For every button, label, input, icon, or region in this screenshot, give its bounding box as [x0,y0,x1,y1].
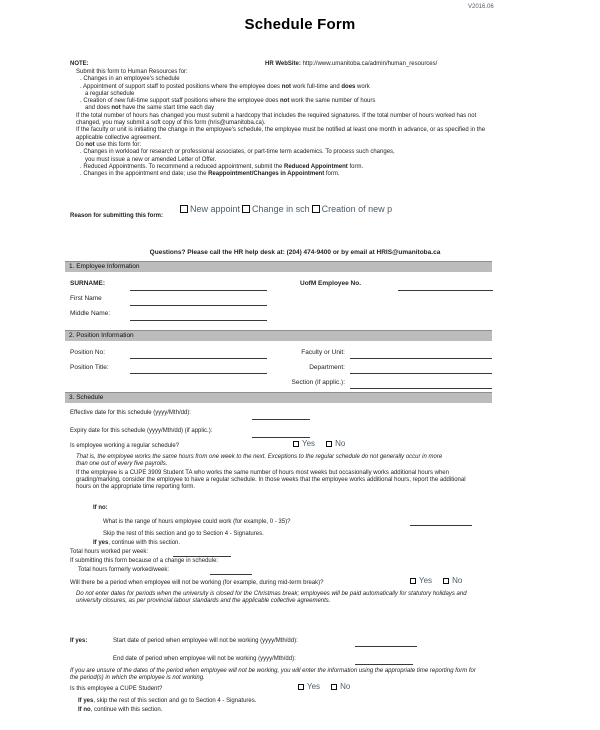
no-label: No [452,576,463,585]
version-label: V2016.06 [468,4,494,10]
period-yes-checkbox[interactable] [410,578,416,584]
surname-label: SURNAME: [70,280,106,287]
cupe-yes-checkbox[interactable] [298,684,304,690]
note-line: If the total number of hours has changed you must submit a hardcopy that includes the required signatures. If the total number of hours worked has not [76,112,477,119]
surname-input-line[interactable] [130,290,267,291]
reason-option-label: Change in sch [252,204,310,214]
creation-of-new-position-checkbox[interactable] [312,205,320,213]
change-in-schedule-checkbox[interactable] [242,205,250,213]
middle-name-label: Middle Name: [70,310,111,317]
reason-label: Reason for submitting this form: [70,213,163,219]
position-no-label: Position No: [70,349,106,356]
employee-no-input-line[interactable] [398,290,493,291]
cupe-if-yes-note: If yes, skip the rest of this section and go to Section 4 - Signatures. [78,698,257,704]
cupe-student-yesno [298,683,350,691]
cupe-if-no-note: If no, continue with this section. [78,707,163,713]
note-line: . Changes in an employee's schedule [80,76,180,83]
not-working-period-question: Will there be a period when employee will not be working (for example, during mid-term break)? [70,580,324,586]
end-date-input-line[interactable] [355,664,413,665]
section-if-applic-input-line[interactable] [350,388,492,389]
position-title-input-line[interactable] [130,373,267,374]
note-line: . Changes in the appointment end date; use the Reappointment/Changes in Appointment form. [80,171,340,178]
new-appointment-checkbox[interactable] [180,205,188,213]
note-line: and does not have the same start time each day [85,105,215,112]
note-line: applicable collective agreement. [76,134,162,141]
section-3-header: 3. Schedule [65,392,492,403]
start-date-input-line[interactable] [355,646,417,647]
middle-name-input-line[interactable] [130,320,267,321]
if-yes-label: If yes: [70,638,88,644]
cupe-student-question: Is this employee a CUPE Student? [70,686,163,692]
employee-no-label: UofM Employee No. [300,280,362,287]
regular-schedule-note: That is, the employee works the same hours from one week to the next. Exceptions to the regular schedule do not generally occur in more than one out of every five payrolls. [76,454,443,467]
start-date-label: Start date of period when employee will not be working (yyyy/Mth/dd): [113,638,298,644]
effective-date-label: Effective date for this schedule (yyyy/Mth/dd): [70,410,191,416]
regular-schedule-yesno [293,440,345,448]
former-hours-label: Total hours formerly worked/week: [78,567,170,573]
page-title: Schedule Form [244,16,356,33]
section-1-header: 1. Employee Information [65,261,492,272]
regular-no-checkbox[interactable] [326,441,332,447]
hr-website-label: HR WebSite: [265,61,301,67]
former-hours-input-line[interactable] [210,574,252,575]
no-label: No [340,682,351,691]
no-label: No [335,439,346,448]
note-line: . Creation of new full-time support staff positions where the employee does not work the same number of hours [80,98,376,105]
change-in-schedule-label: If submitting this form because of a change in schedule: [70,558,219,564]
unsure-dates-note: If you are unsure of the dates of the period when employee will not be working, you will enter the information using the appropriate time reporting form for the period(s) in which the employee is not working. [70,668,476,681]
section-if-applic-label: Section (if applic.): [291,379,345,386]
effective-date-input-line[interactable] [252,419,310,420]
yes-label: Yes [302,439,316,448]
note-line: you must issue a new or amended Letter of Offer. [85,156,217,163]
note-line: If the faculty or unit is initiating the change in the employee's schedule, the employee must be notified at least one month in advance, or as specified in the [76,127,486,134]
total-hours-label: Total hours worked per week: [70,549,149,555]
hr-website-url[interactable]: http://www.umanitoba.ca/admin/human_resources/ [302,61,438,67]
note-body [76,69,485,178]
note-line: Do not use this form for: [76,141,142,148]
note-line: . Appointment of support staff to posted positions where the employee does not work full-time and does work [80,83,370,90]
department-input-line[interactable] [350,373,492,374]
questions-helpdesk-line: Questions? Please call the HR help desk at: (204) 474-9400 or by email at HRIS@umanitoba.ca [149,249,441,256]
expiry-date-input-line[interactable] [252,437,310,438]
christmas-break-note: Do not enter dates for periods when the university is closed for the Christmas break; employees will be paid automatically for statutory holidays and university closures, as per provincial labour standards and the applicable collective agreements. [76,591,467,604]
end-date-label: End date of period when employee will not be working (yyyy/Mth/dd): [113,656,296,662]
range-of-hours-input-line[interactable] [410,525,472,526]
total-hours-input-line[interactable] [173,556,231,557]
period-no-checkbox[interactable] [443,578,449,584]
note-line: . Changes in workload for research or professional associates, or part-time term academics. To process such changes, [80,149,395,156]
expiry-date-label: Expiry date for this schedule (yyyy/Mth/dd) (if applic.): [70,428,213,434]
regular-schedule-question: Is employee working a regular schedule? [70,443,180,449]
department-label: Department: [309,364,345,371]
cupe-no-checkbox[interactable] [331,684,337,690]
faculty-unit-input-line[interactable] [350,358,492,359]
first-name-input-line[interactable] [130,305,267,306]
section-2-header: 2. Position Information [65,330,492,341]
cupe-ta-paragraph: If the employee is a CUPE 3909 Student TA who works the same number of hours most weeks but occasionally works additional hours when grading/marking, consider the employee to have a regular schedule. In those weeks that the employee works additional hours, report the additional hours on the appropriate time reporting form. [76,470,466,490]
reason-options [178,204,392,214]
position-no-input-line[interactable] [130,358,267,359]
reason-option-label: New appoint [190,204,241,214]
regular-yes-checkbox[interactable] [293,441,299,447]
note-label: NOTE: [70,61,89,67]
note-line: Submit this form to Human Resources for: [76,69,188,75]
position-title-label: Position Title: [70,364,109,371]
hr-website [265,61,437,68]
if-yes-continue-note: If yes, continue with this section. [93,540,181,546]
skip-section-note: Skip the rest of this section and go to Section 4 - Signatures. [103,531,264,537]
yes-label: Yes [307,682,321,691]
range-of-hours-question: What is the range of hours employee could work (for example, 0 - 35)? [103,519,291,525]
not-working-period-yesno [410,577,462,585]
yes-label: Yes [419,576,433,585]
faculty-unit-label: Faculty or Unit: [301,349,345,356]
note-line: changed, you may submit a soft copy of this form (hris@umanitoba.ca). [76,120,266,127]
note-line: a regular schedule [85,90,135,97]
first-name-label: First Name [70,295,102,302]
note-line: . Reduced Appointments. To recommend a reduced appointment, submit the Reduced Appointment form. [80,163,364,170]
if-no-label: If no: [93,505,108,511]
reason-option-label: Creation of new p [321,204,393,214]
